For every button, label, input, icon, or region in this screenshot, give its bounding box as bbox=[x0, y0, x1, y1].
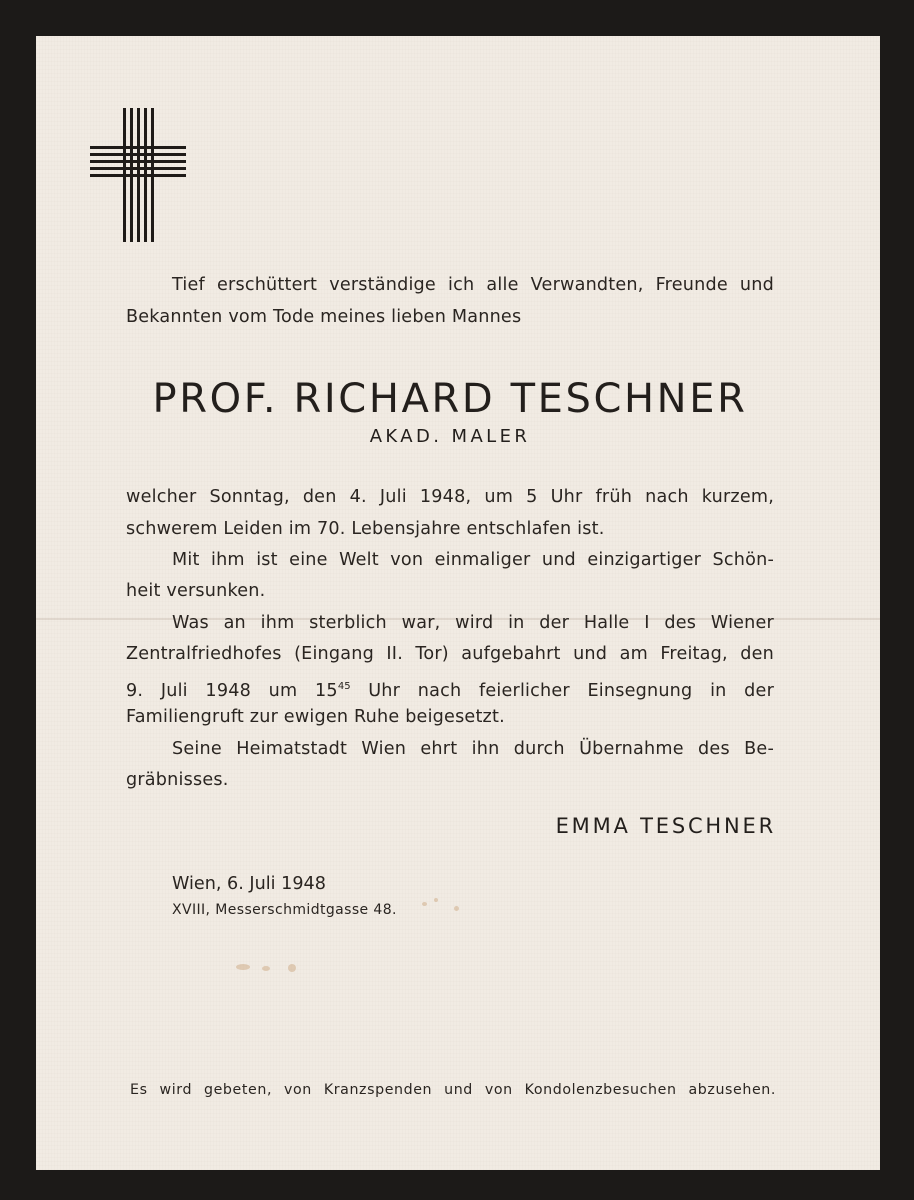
funeral-date-time: 9. Juli 1948 um 15 bbox=[126, 680, 338, 701]
stain-mark bbox=[422, 902, 427, 906]
intro-line-1: Tief erschüttert verständige ich alle Verwandten, Freunde und bbox=[172, 275, 774, 295]
footer-request: Es wird gebeten, von Kranzspenden und von Kondolenzbesuchen abzusehen. bbox=[130, 1082, 776, 1098]
stain-mark bbox=[288, 964, 296, 972]
body-line-3: Mit ihm ist eine Welt von einmaliger und einzigartiger Schön- bbox=[172, 550, 774, 570]
cross-icon bbox=[90, 108, 186, 242]
address: XVIII, Messerschmidtgasse 48. bbox=[172, 902, 397, 918]
stain-mark bbox=[262, 966, 270, 971]
body-line-6: Zentralfriedhofes (Eingang II. Tor) aufgebahrt und am Freitag, den bbox=[126, 644, 774, 664]
signer-name: EMMA TESCHNER bbox=[555, 814, 776, 838]
body-line-1: welcher Sonntag, den 4. Juli 1948, um 5 Uhr früh nach kurzem, bbox=[126, 487, 774, 507]
deceased-name: PROF. RICHARD TESCHNER bbox=[152, 376, 748, 422]
body-line-9: Seine Heimatstadt Wien ehrt ihn durch Übernahme des Be- bbox=[172, 739, 774, 759]
time-line-rest: Uhr nach feierlicher Einsegnung in der bbox=[368, 680, 775, 701]
stain-mark bbox=[434, 898, 438, 902]
body-line-5: Was an ihm sterblich war, wird in der Halle I des Wiener bbox=[172, 613, 774, 633]
time-minutes: 45 bbox=[337, 681, 351, 692]
stain-mark bbox=[236, 964, 250, 970]
mourning-card bbox=[36, 36, 880, 1170]
place-date: Wien, 6. Juli 1948 bbox=[172, 874, 326, 894]
body-line-8: Familiengruft zur ewigen Ruhe beigesetzt. bbox=[126, 707, 505, 727]
body-line-10: gräbnisses. bbox=[126, 770, 229, 790]
body-line-4: heit versunken. bbox=[126, 581, 266, 601]
stain-mark bbox=[454, 906, 459, 911]
intro-line-2: Bekannten vom Tode meines lieben Mannes bbox=[126, 307, 522, 327]
deceased-title: AKAD. MALER bbox=[369, 426, 531, 447]
body-line-2: schwerem Leiden im 70. Lebensjahre entschlafen ist. bbox=[126, 519, 605, 539]
